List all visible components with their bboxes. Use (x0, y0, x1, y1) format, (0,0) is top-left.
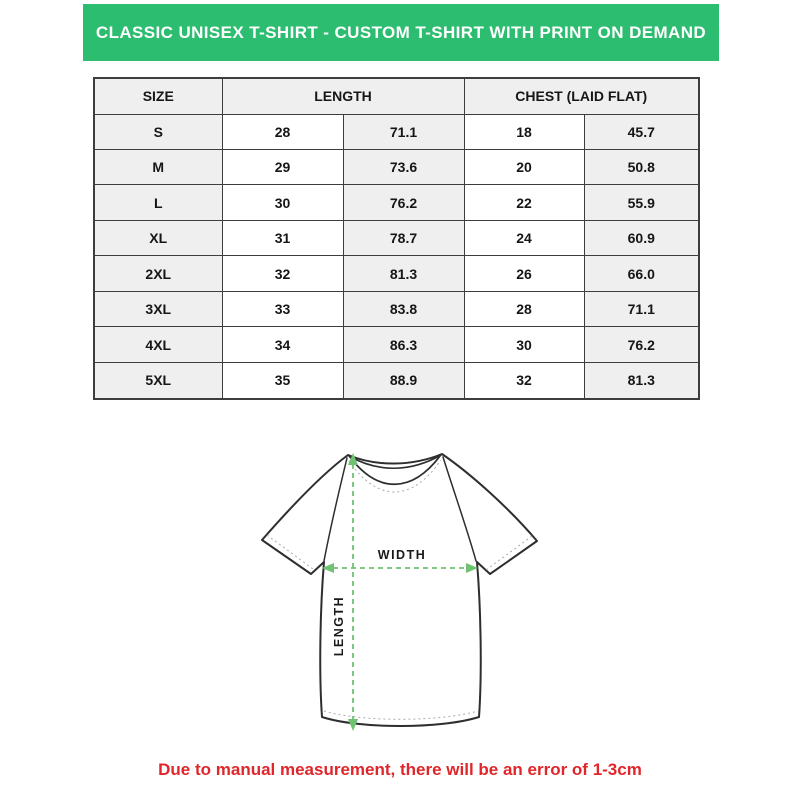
table-cell-length-cm: 88.9 (343, 362, 464, 399)
table-header-row (94, 78, 699, 114)
arrowhead-right-icon (466, 563, 478, 573)
table-row (94, 291, 699, 326)
hem-stitch (324, 711, 478, 719)
table-cell-chest-cm: 50.8 (584, 149, 699, 184)
column-header-length: LENGTH (222, 78, 464, 114)
measurement-note-text: Due to manual measurement, there will be an error of 1-3cm (158, 760, 642, 779)
table-cell-chest-in: 18 (464, 114, 584, 149)
table-cell-chest-cm: 66.0 (584, 256, 699, 291)
title-banner (83, 4, 719, 61)
table-cell-size: S (94, 114, 222, 149)
table-cell-length-in: 32 (222, 256, 343, 291)
table-cell-chest-in: 30 (464, 327, 584, 362)
tshirt-diagram (245, 440, 555, 740)
table-row (94, 362, 699, 399)
table-cell-length-in: 34 (222, 327, 343, 362)
table-cell-chest-cm: 81.3 (584, 362, 699, 399)
table-row (94, 220, 699, 255)
table-cell-length-in: 29 (222, 149, 343, 184)
table-cell-length-cm: 76.2 (343, 185, 464, 220)
table-row (94, 149, 699, 184)
measurement-note (0, 760, 800, 780)
tshirt-outline (262, 454, 537, 726)
page-title: CLASSIC UNISEX T-SHIRT - CUSTOM T-SHIRT WITH PRINT ON DEMAND (95, 22, 707, 42)
size-table (93, 77, 700, 400)
width-label: WIDTH (377, 548, 427, 562)
column-header-size: SIZE (94, 78, 222, 114)
table-cell-length-in: 30 (222, 185, 343, 220)
table-cell-chest-cm: 76.2 (584, 327, 699, 362)
table-cell-size: 4XL (94, 327, 222, 362)
collar-stitch (349, 460, 441, 492)
table-cell-size: L (94, 185, 222, 220)
table-cell-length-in: 33 (222, 291, 343, 326)
table-row (94, 114, 699, 149)
table-cell-chest-in: 32 (464, 362, 584, 399)
table-cell-length-cm: 86.3 (343, 327, 464, 362)
table-cell-size: 2XL (94, 256, 222, 291)
table-cell-length-cm: 81.3 (343, 256, 464, 291)
table-cell-chest-in: 22 (464, 185, 584, 220)
table-cell-length-cm: 73.6 (343, 149, 464, 184)
size-table-body (94, 114, 699, 399)
table-row (94, 327, 699, 362)
length-label: LENGTH (332, 595, 346, 657)
table-cell-size: XL (94, 220, 222, 255)
stitch-lines (267, 460, 532, 719)
table-cell-chest-cm: 71.1 (584, 291, 699, 326)
table-cell-chest-cm: 45.7 (584, 114, 699, 149)
left-sleeve-stitch (267, 535, 313, 569)
table-cell-length-cm: 83.8 (343, 291, 464, 326)
right-sleeve-stitch (486, 536, 532, 570)
table-cell-size: M (94, 149, 222, 184)
column-header-chest: CHEST (LAID FLAT) (464, 78, 699, 114)
table-cell-chest-in: 20 (464, 149, 584, 184)
table-row (94, 256, 699, 291)
table-cell-length-in: 35 (222, 362, 343, 399)
length-arrow (348, 453, 358, 731)
table-cell-chest-in: 24 (464, 220, 584, 255)
table-cell-length-in: 28 (222, 114, 343, 149)
table-cell-chest-cm: 60.9 (584, 220, 699, 255)
table-row (94, 185, 699, 220)
table-cell-length-cm: 78.7 (343, 220, 464, 255)
table-cell-size: 3XL (94, 291, 222, 326)
table-cell-size: 5XL (94, 362, 222, 399)
table-cell-chest-in: 28 (464, 291, 584, 326)
table-cell-length-cm: 71.1 (343, 114, 464, 149)
table-cell-chest-in: 26 (464, 256, 584, 291)
width-arrow (322, 563, 478, 573)
table-cell-chest-cm: 55.9 (584, 185, 699, 220)
table-cell-length-in: 31 (222, 220, 343, 255)
arrowhead-down-icon (348, 719, 358, 731)
size-table-header (94, 78, 699, 114)
